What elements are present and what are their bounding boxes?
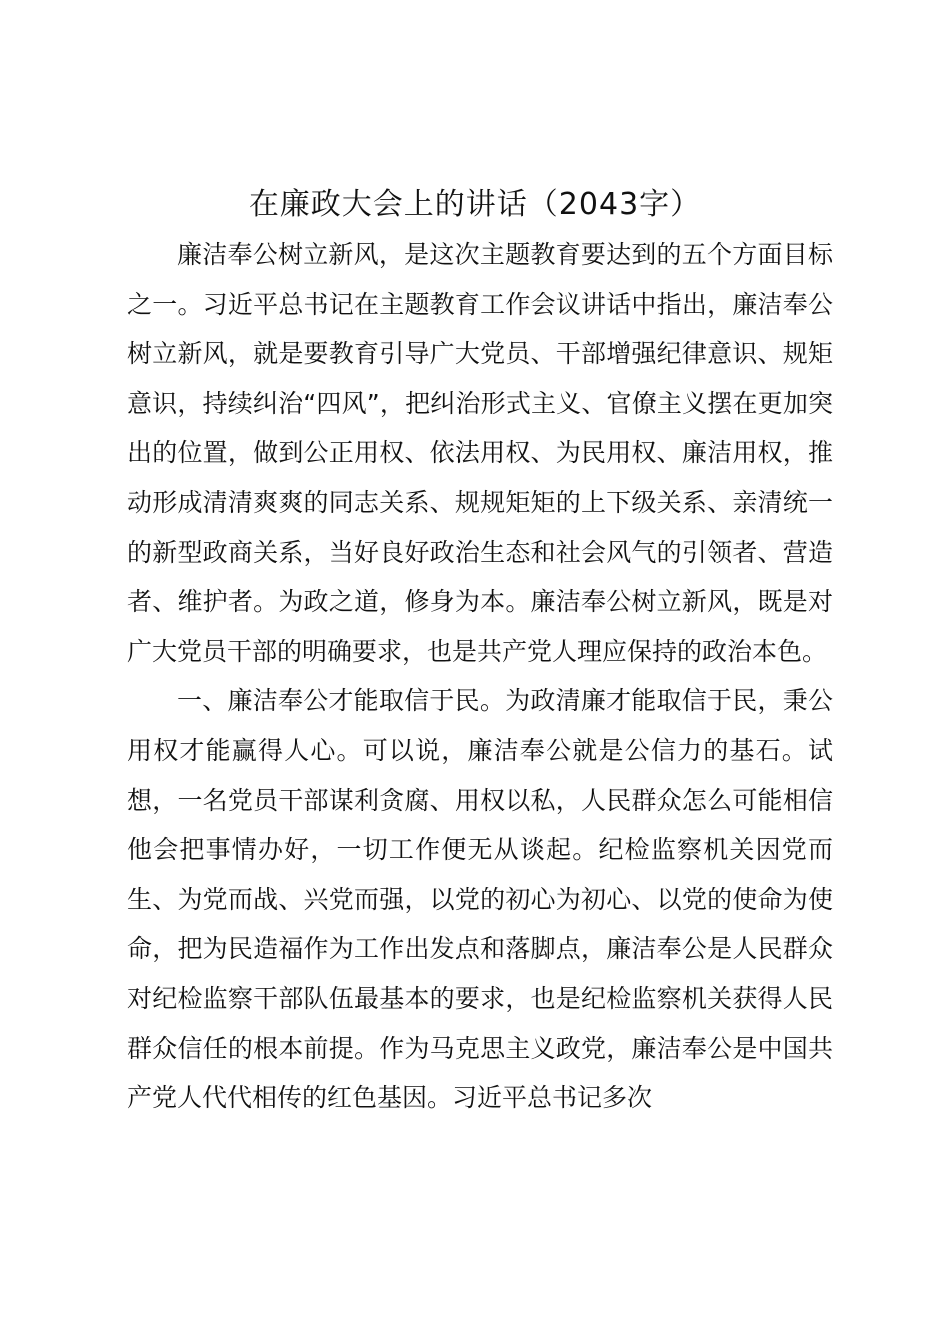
document-title: 在廉政大会上的讲话（2043字） — [248, 187, 702, 222]
paragraph-section-1: 一、廉洁奉公才能取信于民。为政清廉才能取信于民，秉公用权才能赢得人心。可以说，廉洁奉公就是公信力的基石。试想，一名党员干部谋利贪腐、用权以私，人民群众怎么可能相信他会把事情办好，一切工作便无从谈起。纪检监察机关因党而生、为党而战、兴党而强，以党的初心为初心、以党的使命为使命，把为民造福作为工作出发点和落脚点，廉洁奉公是人民群众对纪检监察干部队伍最基本的要求，也是纪检监察机关获得人民群众信任的根本前提。作为马克思主义政党，廉洁奉公是中国共产党人代代相传的红色基因。习近平总书记多次 — [127, 686, 833, 1113]
document-body — [127, 230, 833, 1123]
paragraph-intro: 廉洁奉公树立新风，是这次主题教育要达到的五个方面目标之一。习近平总书记在主题教育工作会议讲话中指出，廉洁奉公树立新风，就是要教育引导广大党员、干部增强纪律意识、规矩意识，持续纠治“四风”，把纠治形式主义、官僚主义摆在更加突出的位置，做到公正用权、依法用权、为民用权、廉洁用权，推动形成清清爽爽的同志关系、规规矩矩的上下级关系、亲清统一的新型政商关系，当好良好政治生态和社会风气的引领者、营造者、维护者。为政之道，修身为本。廉洁奉公树立新风，既是对广大党员干部的明确要求，也是共产党人理应保持的政治本色。 — [127, 240, 833, 666]
